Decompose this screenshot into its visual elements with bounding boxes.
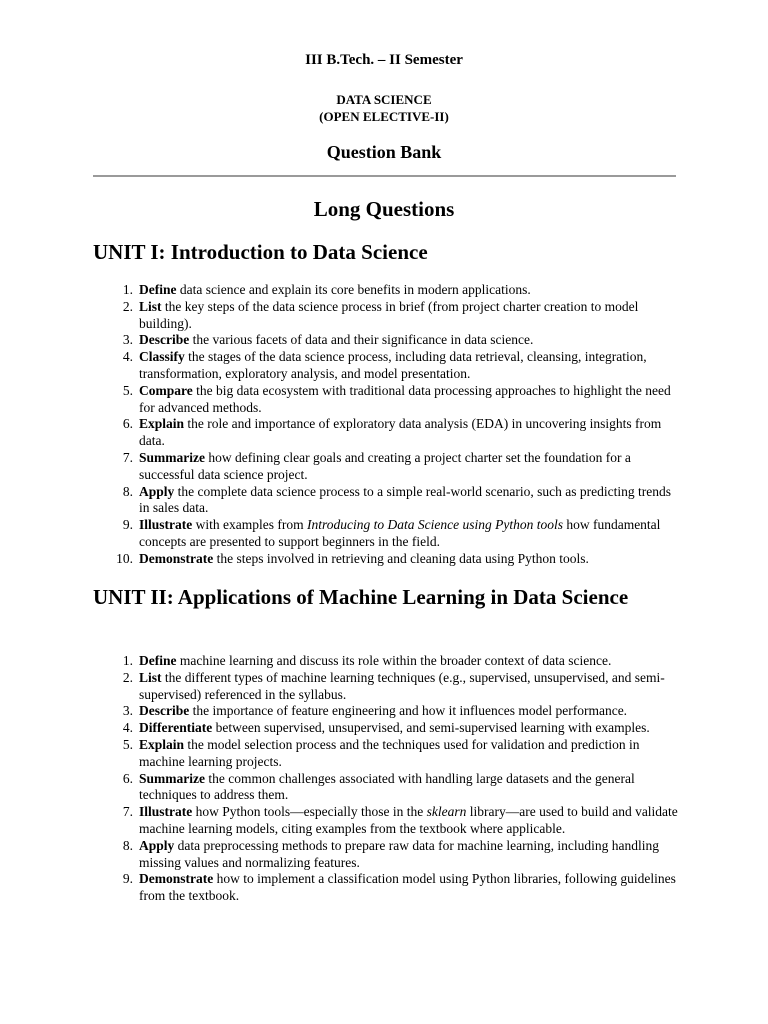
question-text: the stages of the data science process, including data retrieval, cleansing, integration, transformation, exploratory analysis, and model presentation. [139, 349, 647, 381]
question-item [122, 282, 679, 299]
question-item [122, 382, 679, 417]
question-number: 6. [122, 416, 133, 432]
question-verb: Apply [139, 483, 175, 499]
unit-1-title: UNIT I: Introduction to Data Science [93, 240, 428, 264]
question-text: the complete data science process to a simple real-world scenario, such as predicting trends in sales data. [139, 483, 671, 516]
question-text: the various facets of data and their significance in data science. [189, 332, 534, 348]
question-italic-text: sklearn [426, 804, 467, 820]
question-item [122, 720, 679, 737]
question-verb: Compare [139, 382, 193, 398]
question-text: data preprocessing methods to prepare raw data for machine learning, including handling missing values and normalizing features. [139, 837, 659, 870]
subject-elective: (OPEN ELECTIVE-II) [319, 109, 449, 124]
question-verb: Summarize [139, 770, 205, 786]
section-title: Long Questions [313, 197, 455, 221]
question-item [122, 332, 679, 349]
question-number: 3. [122, 703, 133, 719]
question-item [122, 703, 679, 720]
question-number: 4. [122, 349, 133, 365]
question-verb: Demonstrate [139, 550, 214, 566]
horizontal-divider [93, 175, 676, 177]
question-text: the different types of machine learning techniques (e.g., supervised, unsupervised, and semi-supervised) referenced in the syllabus. [139, 669, 665, 702]
question-text: how to implement a classification model using Python libraries, following guidelines from the textbook. [139, 871, 676, 904]
question-item [122, 837, 679, 872]
question-number: 10. [116, 550, 133, 566]
question-text-continued: library—are used to build and validate machine learning models, citing examples from the textbook where applicable. [139, 804, 678, 836]
question-item [122, 653, 679, 670]
question-number: 9. [122, 871, 133, 887]
question-number: 9. [122, 517, 133, 533]
question-text: data science and explain its core benefits in modern applications. [176, 282, 531, 297]
question-number: 4. [122, 720, 133, 736]
question-verb: List [139, 669, 162, 685]
question-text: the common challenges associated with handling large datasets and the general techniques to address them. [139, 770, 635, 803]
question-item [116, 550, 679, 568]
unit-2-title: UNIT II: Applications of Machine Learning in Data Science [93, 585, 629, 609]
question-number: 1. [122, 653, 133, 668]
question-item [122, 483, 679, 518]
unit-1-question-list [116, 282, 679, 568]
question-verb: Summarize [139, 449, 205, 465]
question-item [122, 298, 679, 333]
question-item [122, 517, 679, 551]
question-number: 3. [122, 332, 133, 348]
question-number: 6. [122, 770, 133, 786]
question-verb: Illustrate [139, 804, 193, 820]
question-verb: Apply [139, 837, 175, 853]
question-bank-heading: Question Bank [326, 142, 442, 162]
question-number: 2. [122, 669, 133, 685]
question-number: 7. [122, 804, 133, 820]
question-number: 1. [122, 282, 133, 297]
subject-heading [0, 91, 768, 125]
question-number: 8. [122, 483, 133, 499]
semester-heading: III B.Tech. – II Semester [305, 52, 463, 68]
question-item [122, 349, 679, 383]
question-verb: Describe [139, 332, 190, 348]
question-number: 7. [122, 449, 133, 465]
question-verb: Classify [139, 349, 185, 365]
question-text: how defining clear goals and creating a project charter set the foundation for a successful data science project. [139, 449, 631, 482]
question-text: the key steps of the data science process in brief (from project charter creation to model building). [139, 298, 639, 331]
question-item [122, 449, 679, 484]
question-item [122, 736, 679, 771]
question-number: 5. [122, 736, 133, 752]
subject-name: DATA SCIENCE [336, 92, 432, 107]
question-item [122, 416, 679, 450]
question-text: the steps involved in retrieving and cleaning data using Python tools. [213, 550, 589, 566]
question-verb: Define [139, 282, 177, 297]
question-text: the big data ecosystem with traditional data processing approaches to highlight the need for advanced methods. [139, 382, 671, 415]
question-text: between supervised, unsupervised, and semi-supervised learning with examples. [212, 720, 650, 736]
question-italic-text: Introducing to Data Science using Python tools [306, 517, 563, 533]
question-number: 8. [122, 837, 133, 853]
question-item [122, 770, 679, 805]
question-verb: Demonstrate [139, 871, 214, 887]
question-verb: Explain [139, 416, 185, 432]
question-verb: Illustrate [139, 517, 193, 533]
question-item [122, 804, 679, 838]
question-verb: List [139, 298, 162, 314]
question-text: how Python tools—especially those in the [192, 804, 427, 820]
question-item [122, 871, 679, 905]
question-verb: Define [139, 653, 177, 668]
question-verb: Describe [139, 703, 190, 719]
question-text: machine learning and discuss its role within the broader context of data science. [176, 653, 612, 668]
question-text: the importance of feature engineering and how it influences model performance. [189, 703, 628, 719]
question-verb: Differentiate [139, 720, 213, 736]
question-verb: Explain [139, 736, 185, 752]
question-text: the model selection process and the techniques used for validation and prediction in machine learning projects. [139, 736, 640, 769]
question-text-continued: how fundamental concepts are presented to support beginners in the field. [139, 517, 661, 549]
question-text: with examples from [192, 517, 307, 533]
question-number: 5. [122, 382, 133, 398]
question-text: the role and importance of exploratory data analysis (EDA) in uncovering insights from data. [139, 416, 662, 449]
question-number: 2. [122, 298, 133, 314]
unit-2-question-list [122, 653, 679, 905]
question-item [122, 669, 679, 704]
